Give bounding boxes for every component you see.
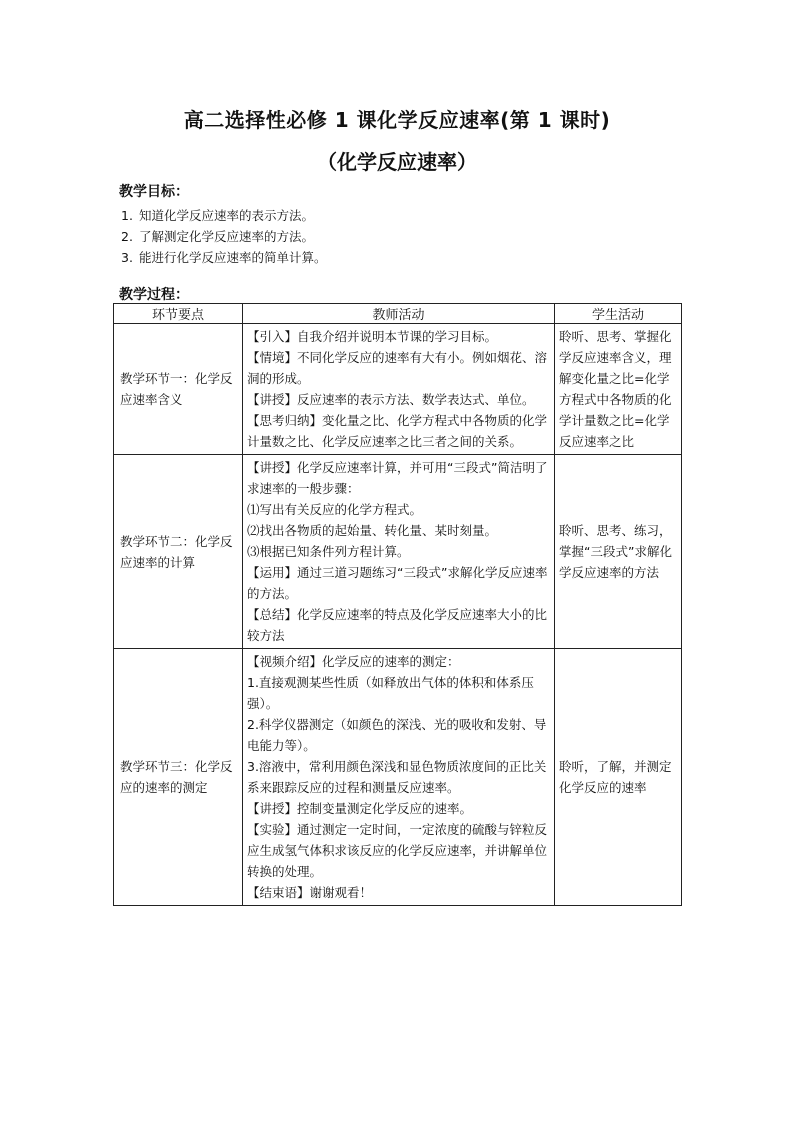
goal-number: 1. (121, 208, 133, 223)
header-teacher: 教师活动 (243, 304, 555, 324)
teacher-line: 【运用】通过三道习题练习“三段式”求解化学反应速率的方法。 (247, 565, 548, 601)
teacher-line: 2.科学仪器测定（如颜色的深浅、光的吸收和发射、导电能力等）。 (247, 717, 547, 753)
teacher-line: 【思考归纳】变化量之比、化学方程式中各物质的化学计量数之比、化学反应速率之比三者之间的关系。 (247, 413, 548, 449)
goal-text: 能进行化学反应速率的简单计算。 (139, 250, 327, 265)
table-header-row (114, 304, 682, 324)
teacher-cell (243, 649, 555, 906)
teacher-line: ⑶根据已知条件列方程计算。 (247, 544, 410, 559)
header-student: 学生活动 (555, 304, 682, 324)
process-table (113, 303, 682, 906)
teacher-cell (243, 455, 555, 649)
table-row (114, 455, 682, 649)
goal-number: 3. (121, 250, 133, 265)
goal-item (121, 247, 327, 268)
student-cell: 聆听、思考、练习，掌握“三段式”求解化学反应速率的方法 (555, 455, 682, 649)
teacher-line: 【结束语】谢谢观看！ (247, 885, 373, 900)
goal-text: 了解测定化学反应速率的方法。 (139, 229, 315, 244)
teacher-line: 【讲授】化学反应速率计算，并可用“三段式”简洁明了求速率的一般步骤： (247, 460, 548, 496)
document-subtitle: （化学反应速率） (317, 150, 477, 174)
goals-heading: 教学目标： (119, 184, 189, 200)
teacher-line: 【讲授】控制变量测定化学反应的速率。 (247, 801, 473, 816)
table-row (114, 324, 682, 455)
goal-number: 2. (121, 229, 133, 244)
goals-list (121, 205, 327, 268)
teacher-line: 【情境】不同化学反应的速率有大有小。例如烟花、溶洞的形成。 (247, 350, 548, 386)
student-cell: 聆听、思考、掌握化学反应速率含义，理解变化量之比=化学方程式中各物质的化学计量数之比=化学反应速率之比 (555, 324, 682, 455)
teacher-line: ⑴写出有关反应的化学方程式。 (247, 502, 423, 517)
header-stage: 环节要点 (114, 304, 243, 324)
goal-text: 知道化学反应速率的表示方法。 (139, 208, 315, 223)
process-heading: 教学过程： (119, 287, 189, 303)
teacher-cell (243, 324, 555, 455)
teacher-line: 【实验】通过测定一定时间，一定浓度的硫酸与锌粒反应生成氢气体积求该反应的化学反应速率，并讲解单位转换的处理。 (247, 822, 548, 879)
stage-cell: 教学环节一：化学反应速率含义 (114, 324, 243, 455)
teacher-line: 【总结】化学反应速率的特点及化学反应速率大小的比较方法 (247, 607, 548, 643)
goal-item (121, 205, 327, 226)
teacher-line: ⑵找出各物质的起始量、转化量、某时刻量。 (247, 523, 498, 538)
document-title: 高二选择性必修 1 课化学反应速率(第 1 课时) (183, 108, 611, 132)
teacher-line: 【讲授】反应速率的表示方法、数学表达式、单位。 (247, 392, 535, 407)
table-row (114, 649, 682, 906)
goal-item (121, 226, 327, 247)
stage-cell: 教学环节二：化学反应速率的计算 (114, 455, 243, 649)
teacher-line: 3.溶液中，常利用颜色深浅和显色物质浓度间的正比关系来跟踪反应的过程和测量反应速率。 (247, 759, 547, 795)
student-cell: 聆听，了解，并测定化学反应的速率 (555, 649, 682, 906)
teacher-line: 【视频介绍】化学反应的速率的测定： (247, 654, 460, 669)
teacher-line: 【引入】自我介绍并说明本节课的学习目标。 (247, 329, 498, 344)
stage-cell: 教学环节三：化学反应的速率的测定 (114, 649, 243, 906)
teacher-line: 1.直接观测某些性质（如释放出气体的体积和体系压强）。 (247, 675, 534, 711)
